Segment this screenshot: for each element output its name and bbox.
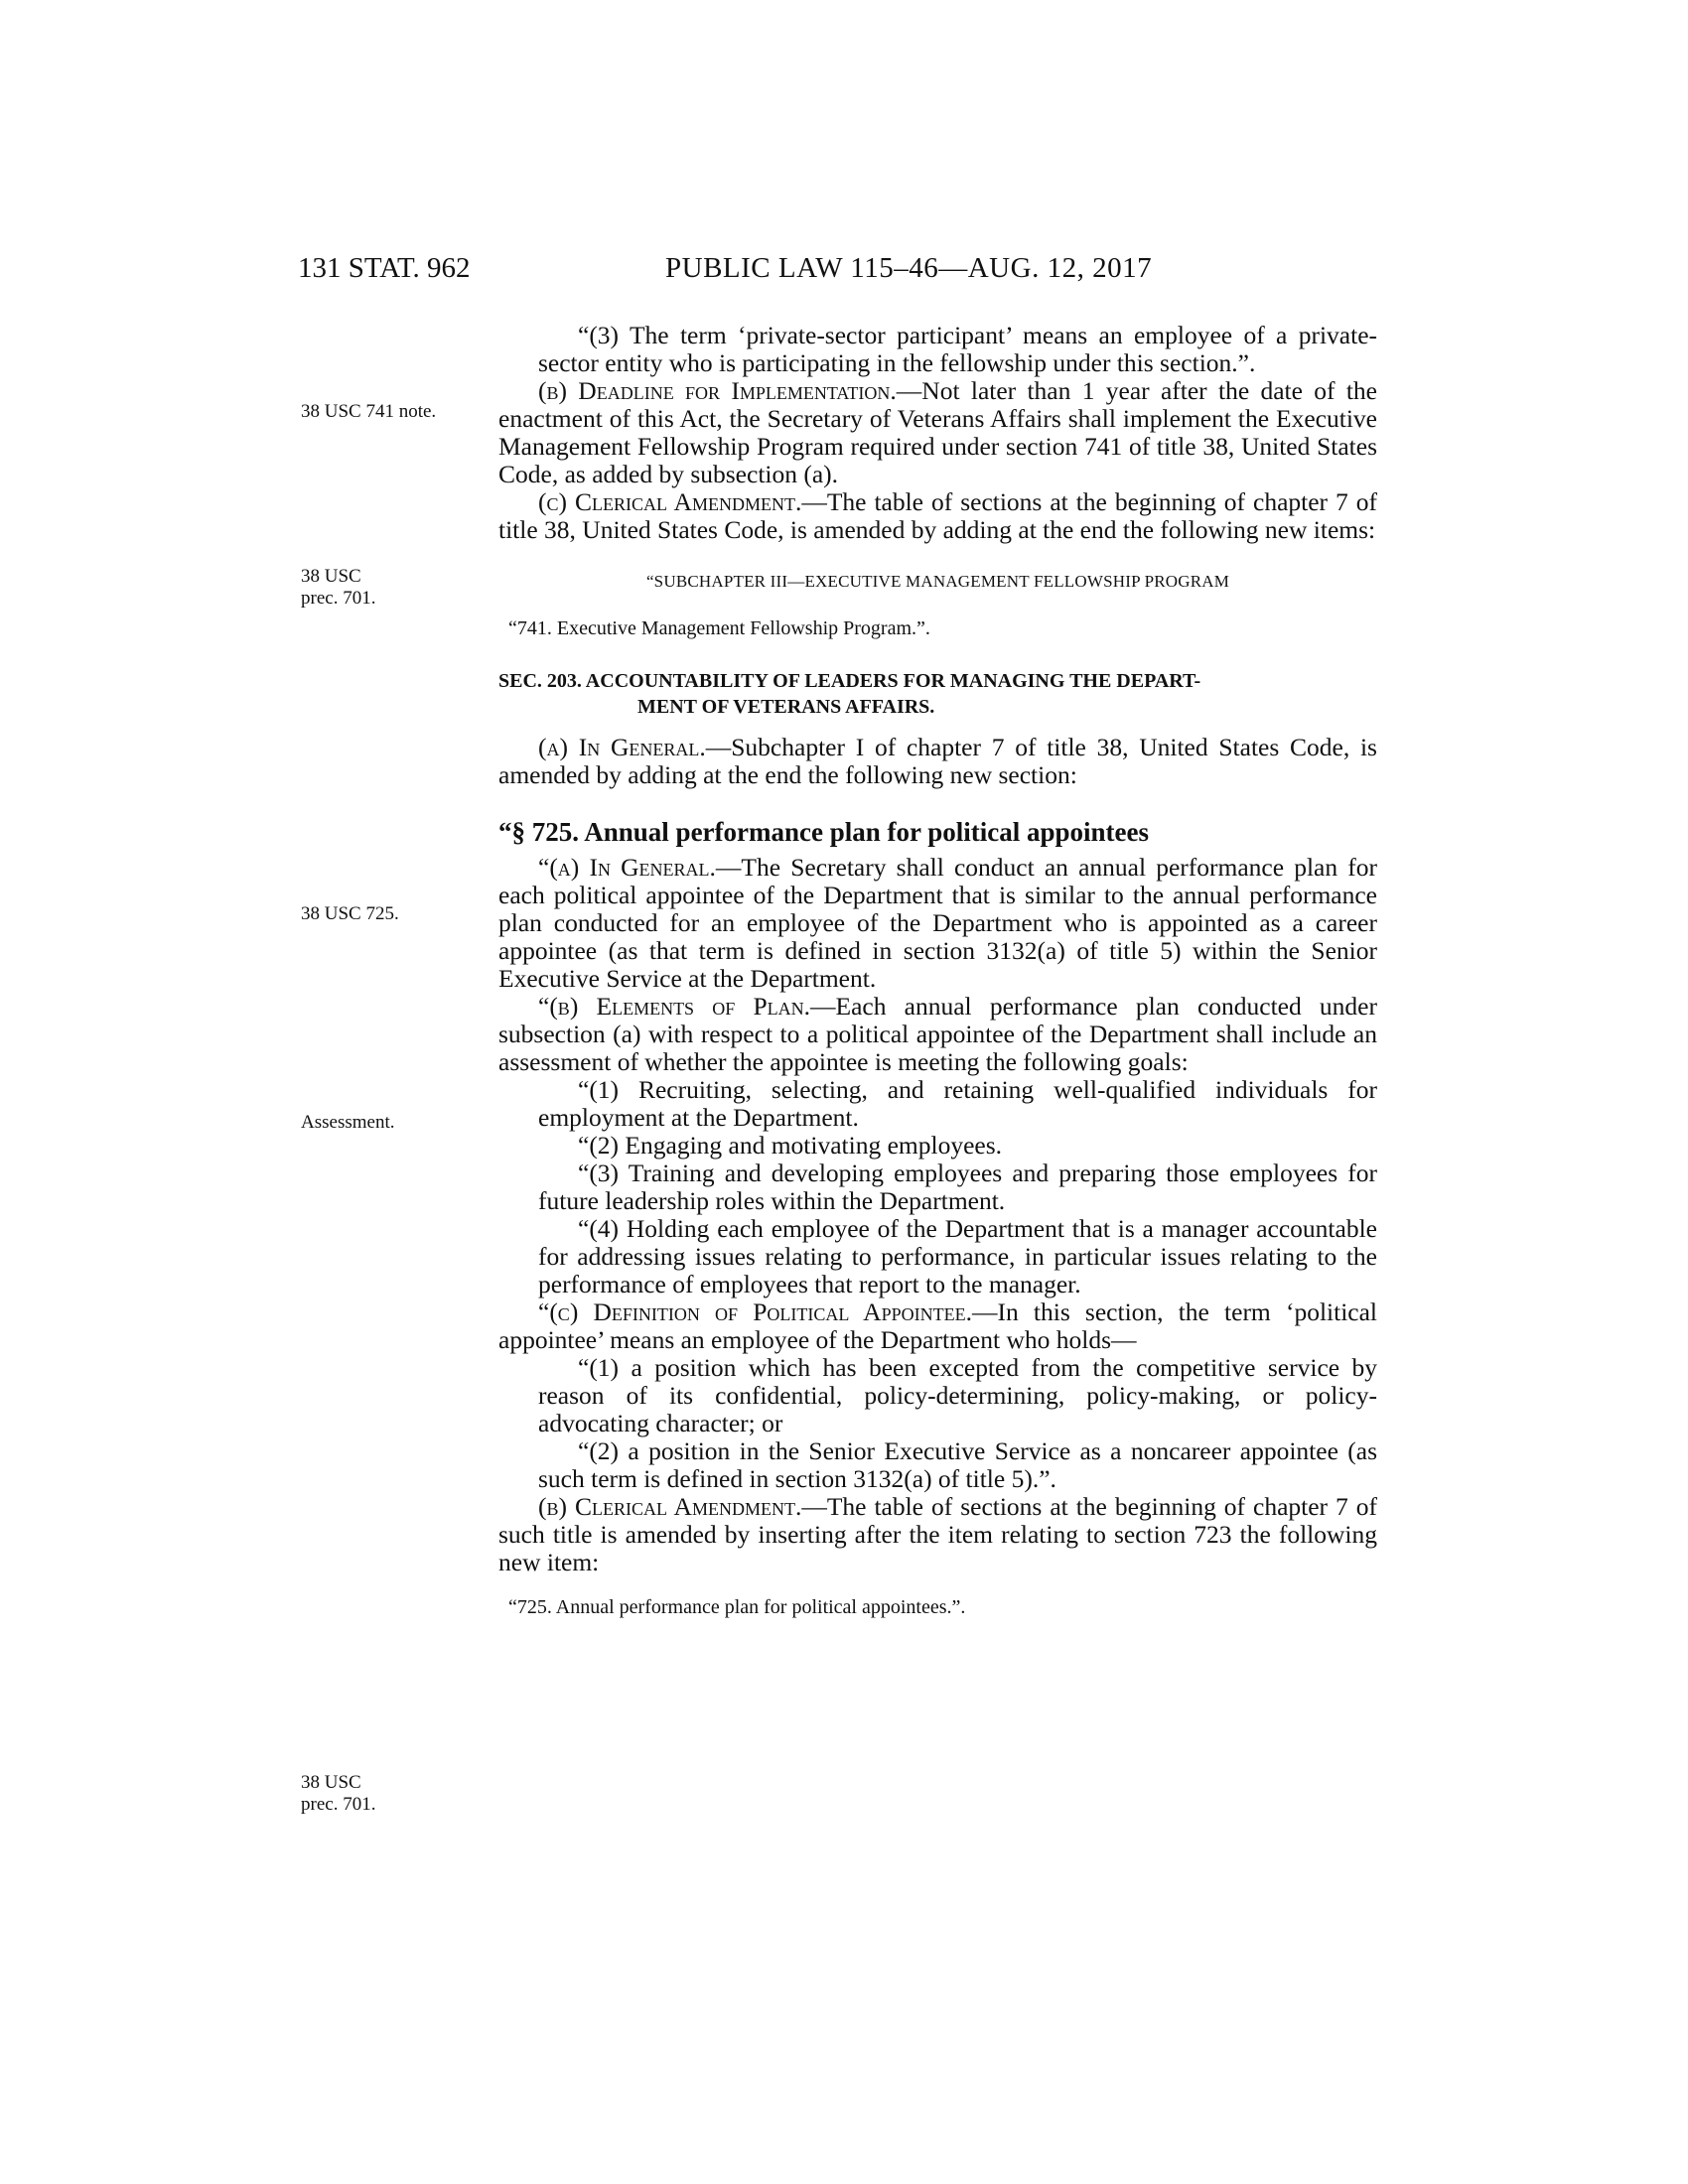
paragraph-heading: “(a) In General. (538, 853, 716, 882)
margin-note: 38 USC (301, 566, 361, 587)
list-item: “(4) Holding each employee of the Department that is a manager accountable for addressing issues relating to performance, in particular issues relating to the performance of employees that report to the manager. (538, 1214, 1377, 1298)
paragraph (498, 993, 1377, 1076)
margin-note: 38 USC (301, 1772, 361, 1793)
list-item: “(2) Engaging and motivating employees. (578, 1131, 1003, 1160)
list-item: “(3) Training and developing employees and preparing those employees for future leadership roles within the Department. (538, 1159, 1377, 1215)
paragraph-text: —The table of sections at the beginning of chapter 7 of such title is amended by inserting after the item relating to section 723 the following new item: (498, 1492, 1377, 1576)
section-heading-line: MENT OF VETERANS AFFAIRS. (637, 696, 935, 718)
paragraph-text: —The Secretary shall conduct an annual performance plan for each political appointee of the Department that is similar to the annual performance plan conducted for an employee of the Department who is appointed as a career appointee (as that term is defined in section 3132(a) of title 5) within the Senior Executive Service at the Department. (498, 853, 1378, 993)
margin-note: prec. 701. (301, 1794, 376, 1815)
paragraph (498, 854, 1377, 993)
paragraph-text: —Subchapter I of chapter 7 of title 38, United States Code, is amended by adding at the end the following new section: (498, 733, 1377, 789)
list-item: “(1) a position which has been excepted from the competitive service by reason of its confidential, policy-determining, policy-making, or policy-advocating character; or (538, 1353, 1377, 1437)
paragraph-heading: “(c) Definition of Political Appointee. (538, 1297, 972, 1326)
paragraph-heading: (b) Deadline for Implementation. (538, 376, 897, 405)
section-title: “§ 725. Annual performance plan for political appointees (498, 817, 1150, 847)
paragraph (498, 1298, 1377, 1354)
margin-note: prec. 701. (301, 588, 376, 609)
list-item: “(1) Recruiting, selecting, and retaining well-qualified individuals for employment at the Department. (538, 1075, 1377, 1132)
paragraph-heading: (b) Clerical Amendment. (538, 1492, 802, 1521)
paragraph-text: —Not later than 1 year after the date of the enactment of this Act, the Secretary of Veterans Affairs shall implement the Executive Management Fellowship Program required under section 741 of title 38, United States Code, as added by subsection (a). (498, 376, 1377, 488)
paragraph (498, 377, 1377, 488)
margin-note: 38 USC 725. (301, 903, 399, 924)
list-item: “(2) a position in the Senior Executive Service as a noncareer appointee (as such term is defined in section 3132(a) of title 5).”. (538, 1436, 1377, 1493)
paragraph-text: —The table of sections at the beginning of chapter 7 of title 38, United States Code, is amended by adding at the end the following new items: (498, 487, 1377, 544)
paragraph: “(3) The term ‘private-sector participant’ means an employee of a private-sector entity who is participating in the fellowship under this section.”. (538, 321, 1377, 377)
section-heading (498, 668, 1377, 720)
toc-heading: “SUBCHAPTER III—EXECUTIVE MANAGEMENT FELLOWSHIP PROGRAM (645, 572, 1230, 591)
public-law-title: PUBLIC LAW 115–46—AUG. 12, 2017 (665, 252, 1153, 284)
margin-note: 38 USC 741 note. (301, 401, 437, 422)
paragraph (498, 488, 1377, 544)
page-header (298, 252, 1380, 292)
toc-item: “741. Executive Management Fellowship Program.”. (508, 617, 930, 639)
paragraph (498, 1493, 1377, 1576)
section-heading-line: SEC. 203. ACCOUNTABILITY OF LEADERS FOR MANAGING THE DEPART- (498, 670, 1201, 692)
paragraph-heading: (c) Clerical Amendment. (538, 487, 802, 516)
paragraph (498, 734, 1377, 789)
margin-note: Assessment. (301, 1112, 395, 1133)
paragraph-text: —In this section, the term ‘political appointee’ means an employee of the Department who holds— (498, 1297, 1378, 1354)
paragraph-heading: (a) In General. (538, 733, 706, 761)
statute-page-number: 131 STAT. 962 (298, 252, 471, 284)
main-text (498, 322, 1377, 1619)
toc-item: “725. Annual performance plan for political appointees.”. (508, 1596, 966, 1618)
paragraph-heading: “(b) Elements of Plan. (538, 992, 811, 1021)
paragraph-text: —Each annual performance plan conducted under subsection (a) with respect to a political appointee of the Department shall include an assessment of whether the appointee is meeting the following goals: (498, 992, 1377, 1076)
